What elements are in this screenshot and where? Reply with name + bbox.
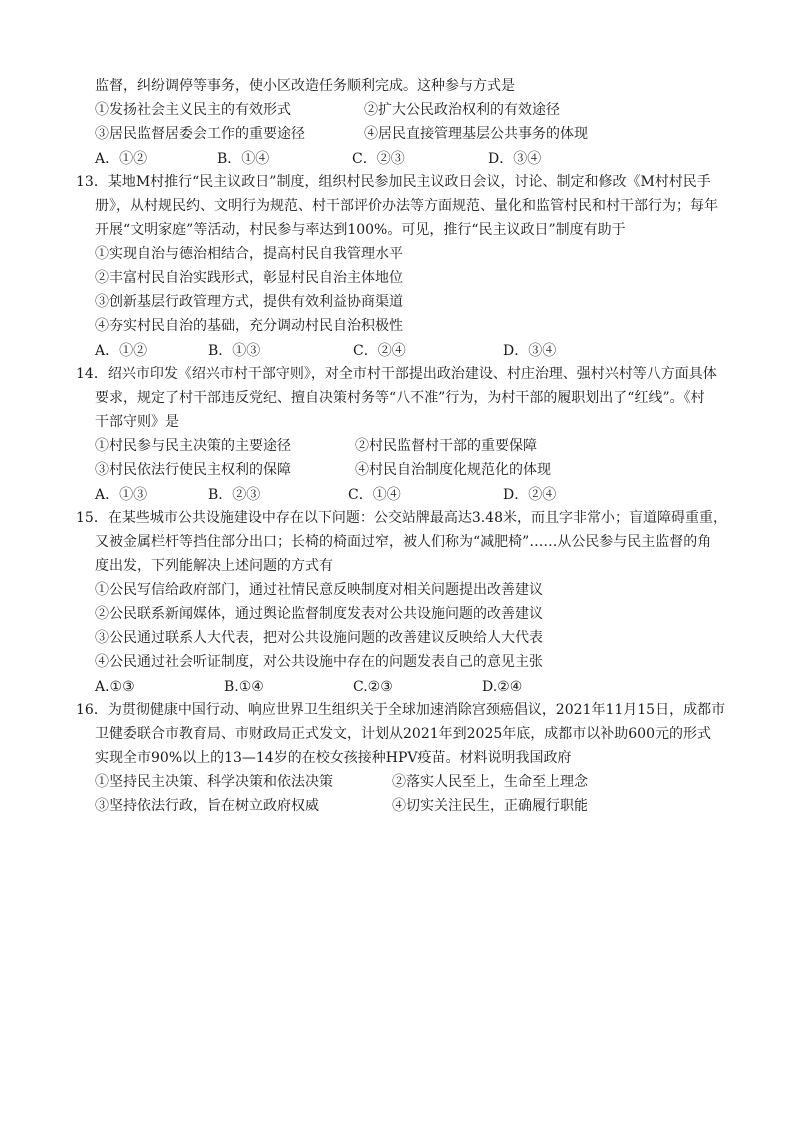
q16-options-row1 — [95, 772, 588, 792]
q12-option-1: ①发扬社会主义民主的有效形式 — [95, 102, 291, 118]
q15-option-1: ①公民写信给政府部门，通过社情民意反映制度对相关问题提出改善建议 — [95, 582, 543, 598]
q12-options-row1 — [95, 100, 560, 120]
q13-choice-a: A．①② — [95, 343, 148, 359]
q16-option-4: ④切实关注民生，正确履行职能 — [392, 798, 588, 814]
q13-stem-line3: 开展“文明家庭”等活动，村民参与率达到100%。可见，推行“民主议政日”制度有助于 — [95, 222, 626, 238]
q14-option-1: ①村民参与民主决策的主要途径 — [95, 438, 291, 454]
q16-stem-line3: 实现全市90%以上的13—14岁的在校女孩接种HPV疫苗。材料说明我国政府 — [95, 750, 572, 766]
q14-stem-line3: 干部守则》是 — [95, 414, 179, 430]
q15-choice-c: C.②③ — [353, 679, 393, 695]
q14-option-4: ④村民自治制度化规范化的体现 — [355, 462, 551, 478]
q14-options-row1 — [95, 436, 537, 456]
q13-option-4: ④夯实村民自治的基础，充分调动村民自治积极性 — [95, 318, 403, 334]
q13-stem-line2: 册》，从村规民约、文明行为规范、村干部评价办法等方面规范、量化和监管村民和村干部行为；每年 — [95, 198, 718, 214]
q16-option-3: ③坚持依法行政，旨在树立政府权威 — [95, 798, 319, 814]
q15-stem-line2: 又被金属栏杆等挡住部分出口；长椅的椅面过窄，被人们称为“减肥椅”……从公民参与民主监督的角 — [95, 534, 712, 550]
q15-choice-d: D.②④ — [482, 679, 523, 695]
q15-choice-b: B.①④ — [224, 679, 264, 695]
q14-stem-line1: 14．绍兴市印发《绍兴市村干部守则》，对全市村干部提出政治建设、村庄治理、强村兴村等八方面具体 — [76, 366, 717, 382]
q13-option-3: ③创新基层行政管理方式，提供有效利益协商渠道 — [95, 294, 403, 310]
q14-choices — [95, 485, 556, 505]
q13-choices — [95, 341, 556, 361]
q12-stem: 监督，纠纷调停等事务，使小区改造任务顺利完成。这种参与方式是 — [95, 78, 515, 94]
q13-choice-d: D．③④ — [503, 343, 557, 359]
q15-option-3: ③公民通过联系人大代表，把对公共设施问题的改善建议反映给人大代表 — [95, 630, 543, 646]
q12-choices — [95, 149, 541, 169]
q12-choice-b: B．①④ — [217, 151, 270, 167]
q14-options-row2 — [95, 460, 551, 480]
q15-stem-line3: 度出发，下列能解决上述问题的方式有 — [95, 558, 333, 574]
q12-options-row2 — [95, 124, 588, 144]
q12-choice-a: A．①② — [95, 151, 148, 167]
q13-choice-c: C．②④ — [353, 343, 406, 359]
q16-stem-line2: 卫健委联合市教育局、市财政局正式发文，计划从2021年到2025年底，成都市以补助600元的形式 — [95, 726, 711, 742]
q15-option-2: ②公民联系新闻媒体，通过舆论监督制度发表对公共设施问题的改善建议 — [95, 606, 543, 622]
q12-choice-c: C．②③ — [352, 151, 405, 167]
q16-options-row2 — [95, 796, 588, 816]
q14-stem-line2: 要求，规定了村干部违反党纪、擅自决策村务等“八不准”行为，为村干部的履职划出了“红线”。《村 — [95, 390, 705, 406]
q12-option-4: ④居民直接管理基层公共事务的体现 — [364, 126, 588, 142]
q14-choice-d: D．②④ — [503, 487, 557, 503]
q12-option-2: ②扩大公民政治权利的有效途径 — [364, 102, 560, 118]
q14-option-2: ②村民监督村干部的重要保障 — [355, 438, 537, 454]
q16-stem-line1: 16．为贯彻健康中国行动、响应世界卫生组织关于全球加速消除宫颈癌倡议，2021年11月15日，成都市 — [76, 702, 726, 718]
q15-choice-a: A.①③ — [95, 679, 135, 695]
q12-option-3: ③居民监督居委会工作的重要途径 — [95, 126, 305, 142]
q14-choice-a: A．①③ — [95, 487, 148, 503]
q15-option-4: ④公民通过社会听证制度，对公共设施中存在的问题发表自己的意见主张 — [95, 654, 543, 670]
q15-stem-line1: 15．在某些城市公共设施建设中存在以下问题：公交站牌最高达3.48米，而且字非常小；盲道障碍重重， — [76, 510, 727, 526]
q12-choice-d: D．③④ — [488, 151, 542, 167]
q13-choice-b: B．①③ — [208, 343, 261, 359]
q14-choice-b: B．②③ — [208, 487, 261, 503]
q13-option-1: ①实现自治与德治相结合，提高村民自我管理水平 — [95, 246, 403, 262]
q16-option-1: ①坚持民主决策、科学决策和依法决策 — [95, 774, 333, 790]
q14-choice-c: C．①④ — [348, 487, 401, 503]
q15-choices — [95, 677, 522, 697]
q16-option-2: ②落实人民至上，生命至上理念 — [392, 774, 588, 790]
q14-option-3: ③村民依法行使民主权利的保障 — [95, 462, 291, 478]
q13-option-2: ②丰富村民自治实践形式，彰显村民自治主体地位 — [95, 270, 403, 286]
q13-stem-line1: 13．某地M村推行“民主议政日”制度，组织村民参加民主议政日会议，讨论、制定和修改《M村村民手 — [76, 174, 711, 190]
